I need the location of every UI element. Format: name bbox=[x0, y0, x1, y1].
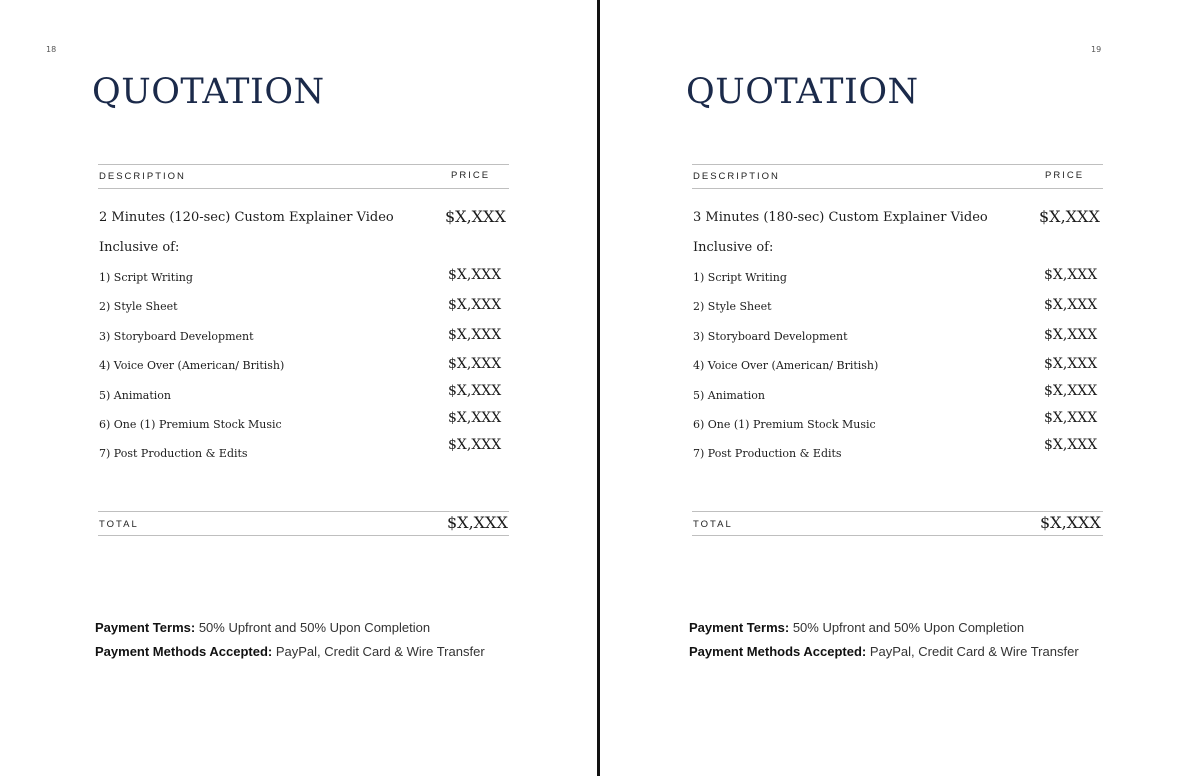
inclusive-label: Inclusive of: bbox=[99, 240, 180, 255]
payment-terms-label: Payment Terms: bbox=[95, 620, 196, 635]
page-title: QUOTATION bbox=[686, 72, 919, 112]
payment-methods-line bbox=[689, 640, 1079, 664]
line-item-description: 1) Script Writing bbox=[693, 271, 787, 284]
table-top-rule bbox=[692, 164, 1103, 165]
payment-methods-line bbox=[95, 640, 485, 664]
payment-methods-label: Payment Methods Accepted: bbox=[95, 644, 273, 659]
table-top-rule bbox=[98, 164, 509, 165]
quotation-table bbox=[98, 164, 509, 536]
line-item-price: $X,XXX bbox=[448, 437, 502, 453]
payment-info bbox=[95, 616, 485, 664]
payment-terms-value: 50% Upfront and 50% Upon Completion bbox=[198, 620, 431, 635]
page-number: 19 bbox=[1091, 45, 1102, 54]
page-number: 18 bbox=[46, 45, 57, 54]
quotation-table bbox=[692, 164, 1103, 536]
line-item-description: 1) Script Writing bbox=[99, 271, 193, 284]
payment-terms-label: Payment Terms: bbox=[689, 620, 790, 635]
line-item-description: 2) Style Sheet bbox=[99, 300, 178, 313]
description-header: DESCRIPTION bbox=[99, 171, 186, 182]
header-bottom-rule bbox=[692, 188, 1103, 189]
main-item-description: 3 Minutes (180-sec) Custom Explainer Video bbox=[693, 210, 988, 225]
payment-info bbox=[689, 616, 1079, 664]
line-item-price: $X,XXX bbox=[1044, 383, 1098, 399]
total-price: $X,XXX bbox=[447, 513, 508, 532]
line-item-description: 5) Animation bbox=[693, 389, 765, 402]
line-item-price: $X,XXX bbox=[448, 410, 502, 426]
inclusive-label: Inclusive of: bbox=[693, 240, 774, 255]
line-item-price: $X,XXX bbox=[1044, 327, 1098, 343]
line-item-description: 6) One (1) Premium Stock Music bbox=[693, 418, 876, 431]
line-item-price: $X,XXX bbox=[448, 383, 502, 399]
price-header: PRICE bbox=[1045, 170, 1085, 181]
payment-terms-line bbox=[689, 616, 1079, 640]
line-item-description: 6) One (1) Premium Stock Music bbox=[99, 418, 282, 431]
line-item-price: $X,XXX bbox=[448, 356, 502, 372]
total-label: TOTAL bbox=[99, 519, 139, 530]
line-item-description: 5) Animation bbox=[99, 389, 171, 402]
main-item-price: $X,XXX bbox=[1039, 207, 1100, 226]
line-item-price: $X,XXX bbox=[448, 267, 502, 283]
page-right bbox=[600, 0, 1197, 776]
total-label: TOTAL bbox=[693, 519, 733, 530]
header-bottom-rule bbox=[98, 188, 509, 189]
line-item-price: $X,XXX bbox=[1044, 297, 1098, 313]
line-item-description: 2) Style Sheet bbox=[693, 300, 772, 313]
price-header: PRICE bbox=[451, 170, 491, 181]
line-item-price: $X,XXX bbox=[448, 327, 502, 343]
payment-methods-value: PayPal, Credit Card & Wire Transfer bbox=[275, 644, 485, 659]
main-item-description: 2 Minutes (120-sec) Custom Explainer Video bbox=[99, 210, 394, 225]
line-item-price: $X,XXX bbox=[1044, 437, 1098, 453]
line-item-description: 7) Post Production & Edits bbox=[693, 447, 842, 460]
main-item-price: $X,XXX bbox=[445, 207, 506, 226]
line-item-price: $X,XXX bbox=[1044, 356, 1098, 372]
line-item-description: 4) Voice Over (American/ British) bbox=[99, 359, 285, 372]
total-bottom-rule bbox=[692, 535, 1103, 536]
total-top-rule bbox=[98, 511, 509, 512]
line-item-description: 3) Storyboard Development bbox=[99, 330, 254, 343]
line-item-description: 4) Voice Over (American/ British) bbox=[693, 359, 879, 372]
payment-methods-label: Payment Methods Accepted: bbox=[689, 644, 867, 659]
payment-methods-value: PayPal, Credit Card & Wire Transfer bbox=[869, 644, 1079, 659]
payment-terms-value: 50% Upfront and 50% Upon Completion bbox=[792, 620, 1025, 635]
description-header: DESCRIPTION bbox=[693, 171, 780, 182]
total-bottom-rule bbox=[98, 535, 509, 536]
payment-terms-line bbox=[95, 616, 485, 640]
line-item-price: $X,XXX bbox=[1044, 410, 1098, 426]
line-item-description: 3) Storyboard Development bbox=[693, 330, 848, 343]
total-top-rule bbox=[692, 511, 1103, 512]
total-price: $X,XXX bbox=[1040, 513, 1101, 532]
page-left bbox=[0, 0, 597, 776]
line-item-price: $X,XXX bbox=[448, 297, 502, 313]
line-item-description: 7) Post Production & Edits bbox=[99, 447, 248, 460]
line-item-price: $X,XXX bbox=[1044, 267, 1098, 283]
page-title: QUOTATION bbox=[92, 72, 325, 112]
